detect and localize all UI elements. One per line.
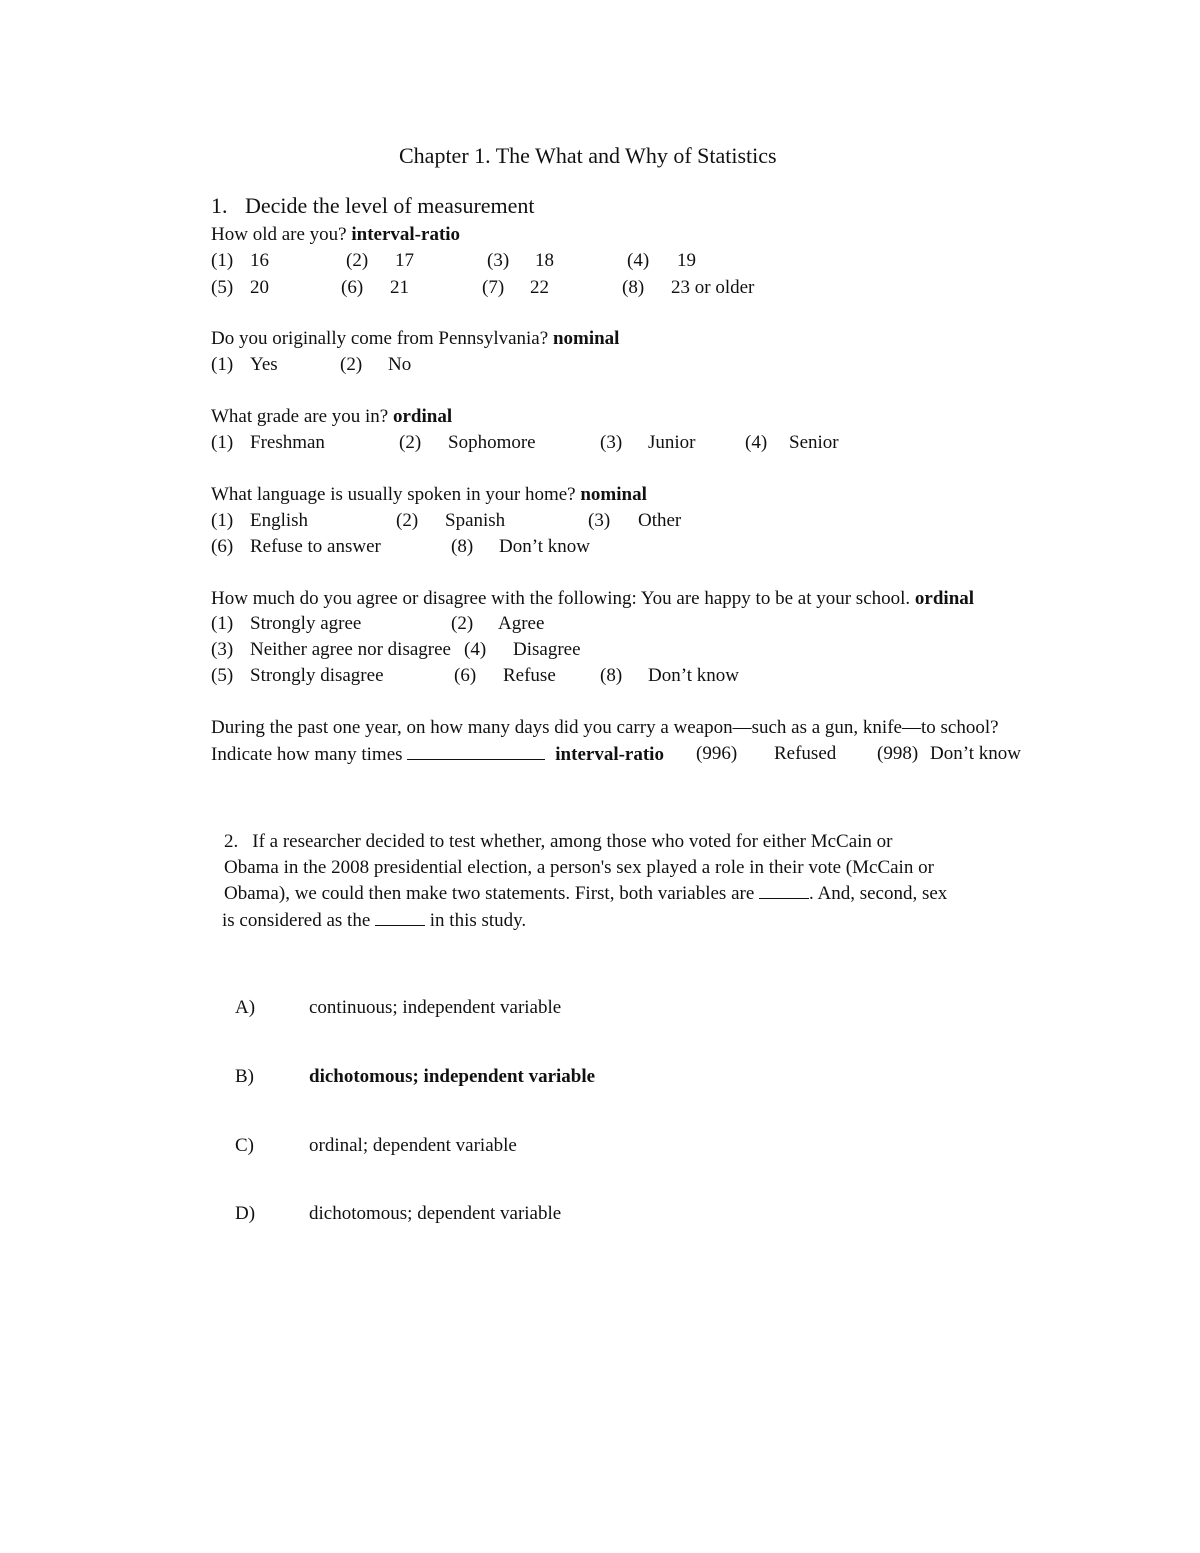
option-number: (1) bbox=[211, 613, 234, 634]
q2-text: is considered as the bbox=[222, 910, 371, 931]
choice-text-c[interactable]: ordinal; dependent variable bbox=[309, 1135, 517, 1156]
option-number: (4) bbox=[627, 250, 650, 271]
option-label: 21 bbox=[390, 277, 409, 298]
q1-item-origin-question bbox=[211, 329, 619, 348]
q2-text: . And, second, sex bbox=[809, 883, 948, 904]
option-number: (7) bbox=[482, 277, 505, 298]
option-label: Sophomore bbox=[448, 432, 536, 453]
answer-label: interval-ratio bbox=[351, 224, 461, 245]
q2-text: Obama), we could then make two statements. First, both variables are bbox=[224, 883, 755, 904]
option-number: (4) bbox=[464, 639, 487, 660]
option-label: 22 bbox=[530, 277, 549, 298]
option-label: No bbox=[388, 354, 412, 375]
option-label: 16 bbox=[250, 250, 269, 271]
option-label: Don’t know bbox=[499, 536, 590, 557]
question-text: How old are you? bbox=[211, 224, 347, 245]
option-label: 17 bbox=[395, 250, 414, 271]
option-label: 18 bbox=[535, 250, 554, 271]
option-number: (2) bbox=[451, 613, 474, 634]
option-number: (2) bbox=[396, 510, 419, 531]
option-label: 20 bbox=[250, 277, 269, 298]
answer-blank[interactable] bbox=[407, 744, 545, 760]
option-label: Freshman bbox=[250, 432, 325, 453]
option-label: Don’t know bbox=[648, 665, 739, 686]
q1-heading bbox=[211, 195, 535, 217]
option-label: Neither agree nor disagree bbox=[250, 639, 451, 660]
option-number: (6) bbox=[211, 536, 234, 557]
option-label: Don’t know bbox=[930, 743, 1021, 764]
option-number: (8) bbox=[451, 536, 474, 557]
answer-label: interval-ratio bbox=[555, 744, 664, 765]
q1-heading-text: Decide the level of measurement bbox=[245, 193, 535, 218]
option-number: (4) bbox=[745, 432, 768, 453]
q2-line-2: Obama in the 2008 presidential election, a person's sex played a role in their vote (McCain or bbox=[224, 857, 934, 878]
option-label: English bbox=[250, 510, 309, 531]
choice-letter-c[interactable]: C) bbox=[235, 1135, 254, 1156]
choice-text-a[interactable]: continuous; independent variable bbox=[309, 997, 562, 1018]
option-label: Disagree bbox=[513, 639, 581, 660]
question-text: Do you originally come from Pennsylvania? bbox=[211, 328, 549, 349]
option-number: (8) bbox=[622, 277, 645, 298]
q2-line-3 bbox=[224, 884, 947, 903]
q2-text: If a researcher decided to test whether, among those who voted for either McCain or bbox=[252, 831, 893, 852]
answer-label: nominal bbox=[580, 484, 647, 505]
q2-line-4 bbox=[222, 911, 526, 930]
option-label: Refuse to answer bbox=[250, 536, 381, 557]
question-text: How much do you agree or disagree with the following: You are happy to be at your school. bbox=[211, 588, 911, 609]
option-number: (3) bbox=[600, 432, 623, 453]
choice-letter-d[interactable]: D) bbox=[235, 1203, 256, 1224]
option-number: (1) bbox=[211, 510, 234, 531]
fill-blank-1[interactable] bbox=[759, 884, 809, 899]
answer-label: nominal bbox=[552, 328, 620, 349]
q1-item-agreement-question bbox=[211, 589, 974, 608]
choice-text-b-correct[interactable]: dichotomous; independent variable bbox=[309, 1066, 596, 1087]
option-number: (8) bbox=[600, 665, 623, 686]
choice-letter-b[interactable]: B) bbox=[235, 1066, 254, 1087]
option-number: (3) bbox=[211, 639, 234, 660]
option-number: (5) bbox=[211, 277, 234, 298]
option-label: Strongly disagree bbox=[250, 665, 384, 686]
q1-item-age-question bbox=[211, 225, 460, 244]
page-title: Chapter 1. The What and Why of Statistics bbox=[399, 143, 777, 168]
q1-item-weapon-line2 bbox=[211, 744, 664, 764]
option-number: (996) bbox=[696, 743, 738, 764]
option-label: Senior bbox=[789, 432, 839, 453]
option-number: (2) bbox=[346, 250, 369, 271]
option-number: (3) bbox=[588, 510, 611, 531]
answer-label: ordinal bbox=[914, 588, 975, 609]
option-number: (5) bbox=[211, 665, 234, 686]
q2-text: in this study. bbox=[429, 910, 527, 931]
option-number: (1) bbox=[211, 432, 234, 453]
option-label: Refused bbox=[774, 743, 837, 764]
question-text: What language is usually spoken in your home? bbox=[211, 484, 576, 505]
option-number: (1) bbox=[211, 354, 234, 375]
question-text: What grade are you in? bbox=[211, 406, 389, 427]
option-label: Yes bbox=[250, 354, 278, 375]
q2-line-1 bbox=[224, 832, 893, 851]
option-label: 19 bbox=[677, 250, 696, 271]
fill-blank-2[interactable] bbox=[375, 911, 425, 926]
option-number: (2) bbox=[399, 432, 422, 453]
question-text: Indicate how many times bbox=[211, 744, 403, 765]
q2-number: 2. bbox=[224, 831, 239, 852]
option-label: Other bbox=[638, 510, 682, 531]
q1-number: 1. bbox=[211, 193, 228, 218]
q1-item-grade-question bbox=[211, 407, 452, 426]
q1-item-language-question bbox=[211, 485, 647, 504]
answer-label: ordinal bbox=[393, 406, 453, 427]
option-number: (2) bbox=[340, 354, 363, 375]
option-label: Agree bbox=[498, 613, 545, 634]
option-number: (6) bbox=[454, 665, 477, 686]
choice-letter-a[interactable]: A) bbox=[235, 997, 256, 1018]
option-label: Refuse bbox=[503, 665, 556, 686]
option-number: (6) bbox=[341, 277, 364, 298]
option-number: (998) bbox=[877, 743, 919, 764]
option-label: 23 or older bbox=[671, 277, 755, 298]
option-label: Spanish bbox=[445, 510, 506, 531]
option-number: (3) bbox=[487, 250, 510, 271]
option-label: Junior bbox=[648, 432, 696, 453]
choice-text-d[interactable]: dichotomous; dependent variable bbox=[309, 1203, 562, 1224]
option-number: (1) bbox=[211, 250, 234, 271]
option-label: Strongly agree bbox=[250, 613, 362, 634]
q1-item-weapon-question: During the past one year, on how many days did you carry a weapon—such as a gun, knife—to school? bbox=[211, 717, 999, 738]
